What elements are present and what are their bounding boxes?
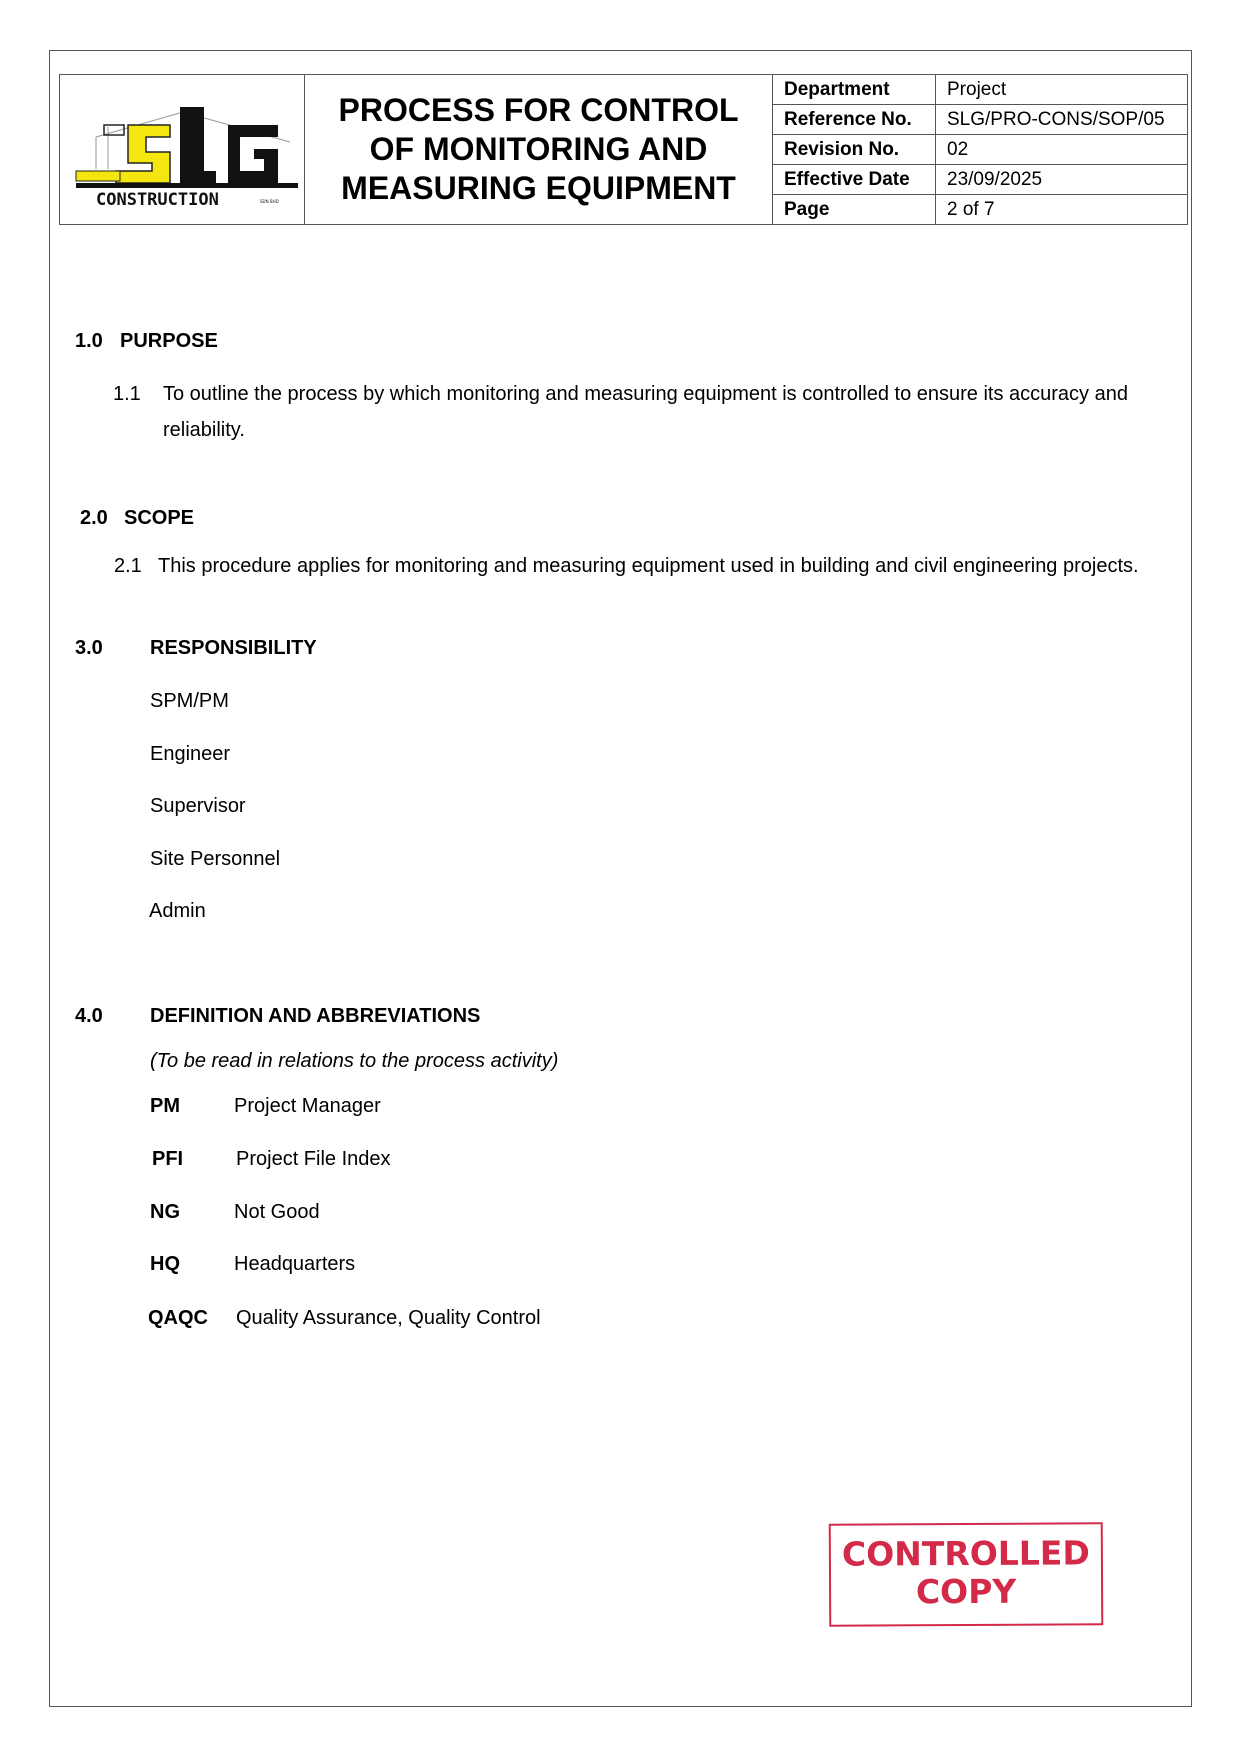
info-row-revision <box>773 135 1187 165</box>
info-label: Revision No. <box>773 135 936 165</box>
abbreviation-meaning: Project File Index <box>236 1148 391 1170</box>
responsibility-item: Engineer <box>150 743 231 765</box>
info-row-reference <box>773 105 1187 135</box>
definitions-note: (To be read in relations to the process activity) <box>150 1050 559 1072</box>
responsibility-item: Supervisor <box>150 795 246 817</box>
abbreviation: HQ <box>150 1253 180 1275</box>
document-title <box>305 75 773 225</box>
document-header <box>59 74 1188 225</box>
stamp-line-1: CONTROLLED <box>841 1533 1090 1574</box>
controlled-copy-stamp <box>829 1522 1104 1626</box>
info-label: Effective Date <box>773 165 936 195</box>
section-number: 1.0 <box>75 330 103 352</box>
document-info <box>773 75 1188 225</box>
logo-cell <box>60 75 305 225</box>
section-heading-scope: SCOPE <box>124 507 195 529</box>
info-value: Project <box>936 75 1188 105</box>
logo-subtext: CONSTRUCTION <box>96 190 219 207</box>
responsibility-item: SPM/PM <box>150 690 229 712</box>
abbreviation-meaning: Project Manager <box>234 1095 381 1117</box>
info-label: Page <box>773 195 936 225</box>
section-number: 2.0 <box>80 507 108 529</box>
item-number: 1.1 <box>113 383 141 405</box>
company-logo <box>68 97 298 207</box>
section-heading-purpose: PURPOSE <box>120 330 218 352</box>
logo-small-text: SDN BHD <box>260 199 279 204</box>
responsibility-item: Admin <box>149 900 206 922</box>
info-label: Reference No. <box>773 105 936 135</box>
abbreviation: PFI <box>152 1148 184 1170</box>
purpose-text-line-2: reliability. <box>163 419 245 441</box>
abbreviation: NG <box>150 1201 180 1223</box>
info-value: 02 <box>936 135 1188 165</box>
title-line-3: MEASURING EQUIPMENT <box>341 170 736 206</box>
title-line-1: PROCESS FOR CONTROL <box>338 92 739 128</box>
scope-text: This procedure applies for monitoring and measuring equipment used in building and civil engineering projects. <box>158 555 1139 577</box>
abbreviation-meaning: Quality Assurance, Quality Control <box>236 1307 541 1329</box>
info-row-department <box>773 75 1187 105</box>
section-heading-responsibility: RESPONSIBILITY <box>150 637 317 659</box>
info-row-page <box>773 195 1187 225</box>
info-value: 2 of 7 <box>947 198 995 220</box>
purpose-text-line-1: To outline the process by which monitoring and measuring equipment is controlled to ensure its accuracy and <box>163 383 1128 405</box>
section-heading-definitions: DEFINITION AND ABBREVIATIONS <box>150 1005 481 1027</box>
info-table <box>773 75 1187 224</box>
responsibility-item: Site Personnel <box>150 848 281 870</box>
item-number: 2.1 <box>114 555 142 577</box>
info-label: Department <box>773 75 936 105</box>
abbreviation: QAQC <box>148 1307 208 1329</box>
page-border <box>49 50 1192 1707</box>
info-value: 23/09/2025 <box>936 165 1188 195</box>
abbreviation: PM <box>150 1095 180 1117</box>
title-line-2: OF MONITORING AND <box>369 131 708 167</box>
info-value: SLG/PRO-CONS/SOP/05 <box>936 105 1188 135</box>
section-number: 3.0 <box>75 637 103 659</box>
info-row-effective-date <box>773 165 1187 195</box>
stamp-line-2: COPY <box>915 1571 1017 1612</box>
section-number: 4.0 <box>75 1005 103 1027</box>
abbreviation-meaning: Headquarters <box>234 1253 356 1275</box>
abbreviation-meaning: Not Good <box>234 1201 320 1223</box>
